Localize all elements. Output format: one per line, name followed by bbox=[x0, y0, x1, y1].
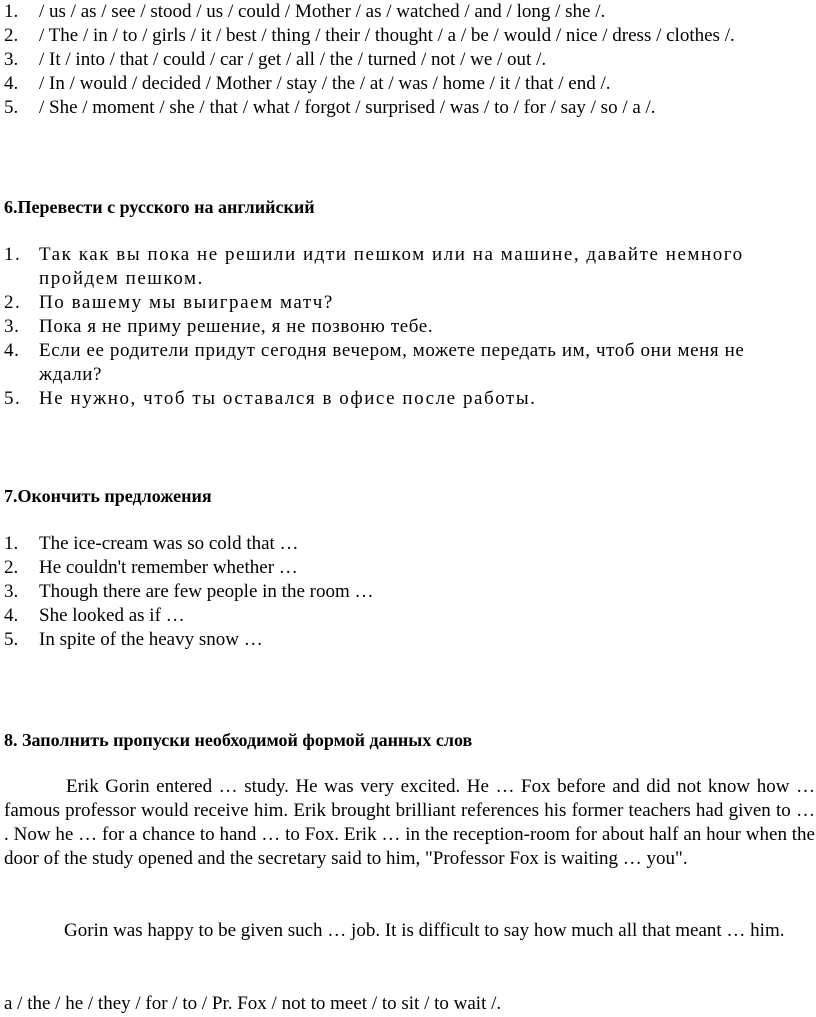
item-text: The ice-cream was so cold that … bbox=[39, 533, 299, 554]
item-number: 3. bbox=[4, 581, 19, 602]
item-number: 5. bbox=[4, 388, 22, 409]
list-item bbox=[0, 24, 735, 48]
list-item bbox=[0, 72, 735, 96]
list-item bbox=[0, 604, 374, 628]
list-item bbox=[0, 580, 374, 604]
section-7-title: 7.Окончить предложения bbox=[4, 486, 212, 506]
cloze-paragraph-1: Erik Gorin entered … study. He was very excited. He … Fox before and did not know how … famous professor would receive him. Erik brought brilliant references his former teachers had given to … . Now he … for a chance to hand … to Fox. Erik … in the reception-room for about half an hour when the door of the study opened and the secretary said to him, "Professor Fox is waiting … you". bbox=[4, 776, 815, 869]
item-text: Though there are few people in the room … bbox=[39, 581, 374, 602]
list-item bbox=[0, 315, 811, 339]
translation-list bbox=[0, 243, 811, 411]
list-item bbox=[0, 339, 811, 387]
item-text: Если ее родители придут сегодня вечером, можете передать им, чтоб они меня не ждали? bbox=[39, 340, 745, 385]
word-bank: a / the / he / they / for / to / Pr. Fox / not to meet / to sit / to wait /. bbox=[4, 993, 502, 1014]
item-text: / It / into / that / could / car / get / all / the / turned / not / we / out /. bbox=[39, 49, 547, 70]
item-text: / In / would / decided / Mother / stay / the / at / was / home / it / that / end /. bbox=[39, 73, 611, 94]
list-item bbox=[0, 387, 811, 411]
item-text: Так как вы пока не решили идти пешком или на машине, давайте немного пройдем пешком. bbox=[39, 244, 744, 289]
cloze-paragraph-2: Gorin was happy to be given such … job. It is difficult to say how much all that meant … him. bbox=[64, 920, 785, 941]
item-number: 1. bbox=[4, 533, 19, 554]
item-number: 3. bbox=[4, 316, 20, 337]
item-number: 1. bbox=[4, 244, 22, 265]
item-number: 2. bbox=[4, 25, 19, 46]
item-number: 4. bbox=[4, 73, 19, 94]
item-number: 5. bbox=[4, 629, 19, 650]
item-number: 2. bbox=[4, 292, 22, 313]
list-item bbox=[0, 243, 811, 291]
item-number: 4. bbox=[4, 340, 20, 361]
item-number: 5. bbox=[4, 97, 19, 118]
list-item bbox=[0, 0, 735, 24]
list-item bbox=[0, 291, 811, 315]
item-text: She looked as if … bbox=[39, 605, 185, 626]
item-number: 4. bbox=[4, 605, 19, 626]
item-text: По вашему мы выиграем матч? bbox=[39, 292, 334, 313]
item-number: 3. bbox=[4, 49, 19, 70]
item-text: He couldn't remember whether … bbox=[39, 557, 298, 578]
item-text: / The / in / to / girls / it / best / thing / their / thought / a / be / would / nice / dress / clothes /. bbox=[39, 25, 735, 46]
list-item bbox=[0, 48, 735, 72]
completion-list bbox=[0, 532, 374, 652]
list-item bbox=[0, 556, 374, 580]
item-number: 2. bbox=[4, 557, 19, 578]
item-text: / us / as / see / stood / us / could / Mother / as / watched / and / long / she /. bbox=[39, 1, 606, 22]
item-number: 1. bbox=[4, 1, 19, 22]
word-order-list bbox=[0, 0, 735, 120]
item-text: Пока я не приму решение, я не позвоню тебе. bbox=[39, 316, 434, 337]
list-item bbox=[0, 532, 374, 556]
item-text: / She / moment / she / that / what / forgot / surprised / was / to / for / say / so / a /. bbox=[39, 97, 656, 118]
item-text: In spite of the heavy snow … bbox=[39, 629, 263, 650]
item-text: Не нужно, чтоб ты оставался в офисе после работы. bbox=[39, 388, 537, 409]
list-item bbox=[0, 628, 374, 652]
section-6-title: 6.Перевести с русского на английский bbox=[4, 197, 315, 217]
section-8-title: 8. Заполнить пропуски необходимой формой данных слов bbox=[4, 730, 473, 750]
list-item bbox=[0, 96, 735, 120]
